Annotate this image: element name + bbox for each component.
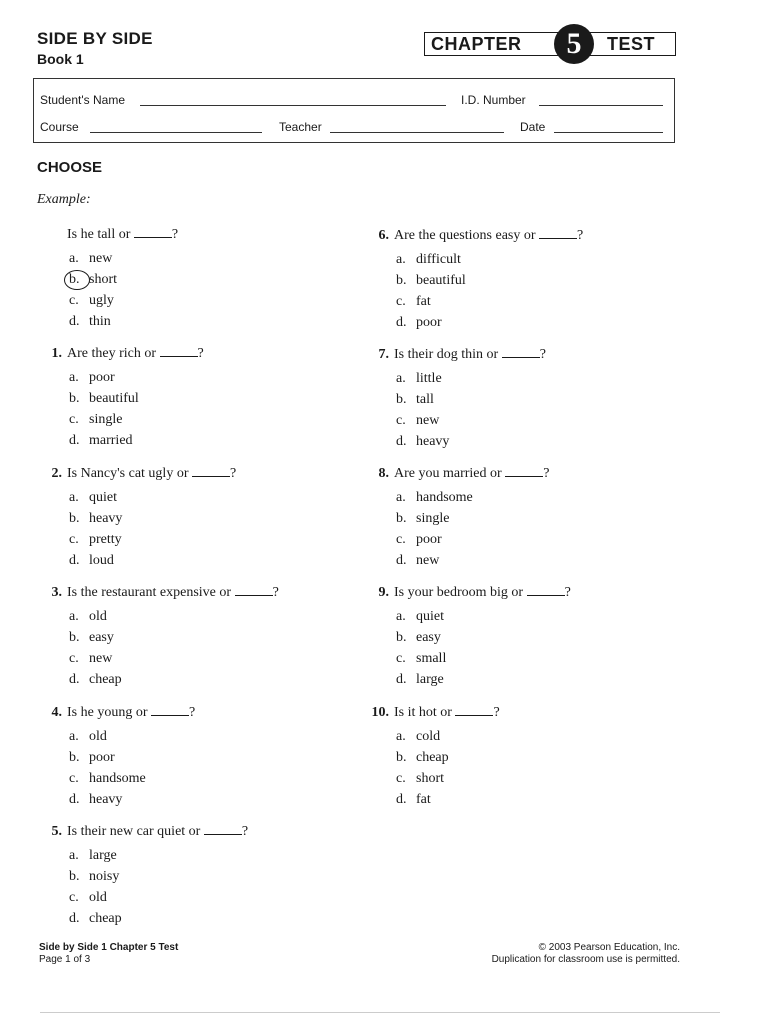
question-stem: Is he tall or ? <box>67 227 179 242</box>
option-letter: b. <box>396 392 407 407</box>
question-number: 4. <box>51 705 62 720</box>
option-letter: a. <box>396 252 406 267</box>
option-text: handsome <box>416 490 473 505</box>
question-number: 9. <box>378 585 389 600</box>
question-number: 1. <box>51 346 62 361</box>
option-c[interactable] <box>363 768 693 789</box>
id-number-field[interactable] <box>539 105 663 106</box>
question-text: Is the restaurant expensive or <box>67 585 232 600</box>
example-question <box>36 224 366 332</box>
option-c[interactable] <box>36 887 366 908</box>
option-text: easy <box>416 630 441 645</box>
section-title: CHOOSE <box>37 159 103 176</box>
option-text: little <box>416 371 442 386</box>
option-b-selected: b. short <box>36 269 366 290</box>
option-text: new <box>416 413 440 428</box>
question-text: Are you married or <box>394 466 502 481</box>
question-mark: ? <box>539 347 546 362</box>
option-letter: c. <box>69 651 79 666</box>
option-letter: a. <box>69 490 79 505</box>
option-text: beautiful <box>416 273 466 288</box>
question-number: 3. <box>51 585 62 600</box>
question-7 <box>363 344 693 452</box>
question-stem <box>36 821 366 842</box>
option-text: large <box>89 848 117 863</box>
book-title-block <box>37 29 153 67</box>
question-stem <box>36 463 366 484</box>
student-name-label: Student's Name <box>40 93 126 107</box>
option-d[interactable] <box>36 430 366 451</box>
answer-blank[interactable] <box>539 226 577 239</box>
option-letter: c. <box>69 532 79 547</box>
question-number: 5. <box>51 824 62 839</box>
option-c[interactable] <box>363 291 693 312</box>
option-text: old <box>89 890 107 905</box>
question-mark: ? <box>577 228 584 243</box>
option-letter: c. <box>396 532 406 547</box>
footer-page-number: Page 1 of 3 <box>39 954 91 965</box>
question-text: Is it hot or <box>394 705 452 720</box>
answer-blank[interactable] <box>151 703 189 716</box>
question-text: Is he young or <box>67 705 148 720</box>
question-stem <box>363 463 693 484</box>
question-stem <box>36 343 366 364</box>
question-text: Is Nancy's cat ugly or <box>67 466 189 481</box>
option-text: old <box>89 609 107 624</box>
option-letter: b. <box>396 511 407 526</box>
question-text: Is their new car quiet or <box>67 824 201 839</box>
option-text: new <box>416 553 440 568</box>
option-a[interactable] <box>363 487 693 508</box>
answer-blank[interactable] <box>160 344 198 357</box>
option-letter: b. <box>69 630 80 645</box>
question-number: 8. <box>378 466 389 481</box>
option-a[interactable] <box>363 726 693 747</box>
option-letter: d. <box>69 792 80 807</box>
option-letter: c. <box>396 294 406 309</box>
answer-blank[interactable] <box>204 822 242 835</box>
option-c[interactable] <box>363 410 693 431</box>
chapter-number-badge: 5 <box>554 24 594 64</box>
teacher-field[interactable] <box>330 132 504 133</box>
option-text: poor <box>416 315 442 330</box>
option-text: handsome <box>89 771 146 786</box>
option-letter: a. <box>396 371 406 386</box>
chapter-label: CHAPTER <box>431 34 522 54</box>
option-text: large <box>416 672 444 687</box>
question-stem <box>363 344 693 365</box>
question-mark: ? <box>230 466 237 481</box>
option-a[interactable] <box>36 487 366 508</box>
option-text: single <box>89 412 123 427</box>
option-letter: c. <box>69 412 79 427</box>
option-b[interactable] <box>36 747 366 768</box>
option-letter: b. <box>69 511 80 526</box>
option-c: c. ugly <box>69 293 114 308</box>
option-letter: a. <box>396 729 406 744</box>
question-text: Are the questions easy or <box>394 228 536 243</box>
question-mark: ? <box>493 705 500 720</box>
option-text: single <box>416 511 450 526</box>
option-text: cheap <box>416 750 449 765</box>
option-d[interactable] <box>36 669 366 690</box>
question-mark: ? <box>189 705 196 720</box>
option-text: short <box>416 771 444 786</box>
option-c[interactable] <box>36 409 366 430</box>
option-text: difficult <box>416 252 461 267</box>
option-letter: c. <box>396 413 406 428</box>
footer-right <box>492 942 680 966</box>
question-stem <box>36 582 366 603</box>
option-text: cold <box>416 729 441 744</box>
question-stem <box>363 582 693 603</box>
question-1 <box>36 343 366 451</box>
option-c[interactable] <box>36 768 366 789</box>
option-letter: d. <box>396 434 407 449</box>
option-c[interactable] <box>363 529 693 550</box>
question-mark: ? <box>564 585 571 600</box>
option-text: heavy <box>89 511 123 526</box>
question-mark: ? <box>272 585 279 600</box>
option-letter: d. <box>396 315 407 330</box>
option-letter: d. <box>69 553 80 568</box>
option-text: noisy <box>89 869 120 884</box>
option-letter: d. <box>69 672 80 687</box>
option-c[interactable] <box>363 648 693 669</box>
option-c[interactable] <box>36 648 366 669</box>
question-mark: ? <box>543 466 550 481</box>
option-letter: b. <box>396 630 407 645</box>
example-label: Example: <box>37 192 91 207</box>
option-text: married <box>89 433 133 448</box>
answer-blank[interactable] <box>235 583 273 596</box>
option-letter: c. <box>396 651 406 666</box>
option-letter: a. <box>396 609 406 624</box>
option-b[interactable] <box>36 866 366 887</box>
option-a[interactable] <box>363 606 693 627</box>
teacher-label: Teacher <box>279 120 322 134</box>
course-label: Course <box>40 120 79 134</box>
option-text: small <box>416 651 447 666</box>
question-8 <box>363 463 693 571</box>
option-b[interactable] <box>363 747 693 768</box>
chapter-test-banner <box>424 27 676 60</box>
option-a[interactable] <box>36 845 366 866</box>
option-text: heavy <box>89 792 123 807</box>
option-letter: a. <box>69 729 79 744</box>
option-letter: b. <box>396 273 407 288</box>
option-d[interactable] <box>363 312 693 333</box>
question-mark: ? <box>197 346 204 361</box>
book-number: Book 1 <box>37 51 84 67</box>
option-text: easy <box>89 630 114 645</box>
answer-blank[interactable] <box>527 583 565 596</box>
option-letter: d. <box>69 911 80 926</box>
option-a[interactable] <box>363 249 693 270</box>
option-letter: b. <box>69 391 80 406</box>
option-text: poor <box>89 750 115 765</box>
option-d[interactable] <box>36 908 366 929</box>
option-d[interactable] <box>363 789 693 810</box>
option-text: fat <box>416 294 431 309</box>
option-a[interactable] <box>36 606 366 627</box>
option-a[interactable] <box>36 367 366 388</box>
option-text: poor <box>89 370 115 385</box>
option-letter: c. <box>69 890 79 905</box>
option-letter: b. <box>69 750 80 765</box>
option-text: quiet <box>416 609 444 624</box>
question-4 <box>36 702 366 810</box>
option-d[interactable] <box>363 550 693 571</box>
answer-blank[interactable] <box>505 464 543 477</box>
student-info-box <box>33 78 675 143</box>
option-text: beautiful <box>89 391 139 406</box>
option-d[interactable] <box>363 431 693 452</box>
option-letter: a. <box>69 609 79 624</box>
option-text: heavy <box>416 434 450 449</box>
question-number: 6. <box>378 228 389 243</box>
footer-copyright: © 2003 Pearson Education, Inc. <box>538 942 680 953</box>
date-field[interactable] <box>554 132 663 133</box>
option-text: poor <box>416 532 442 547</box>
bottom-rule <box>40 1012 720 1013</box>
course-field[interactable] <box>90 132 262 133</box>
option-a[interactable] <box>363 368 693 389</box>
footer-permission: Duplication for classroom use is permitted. <box>491 954 680 965</box>
option-d[interactable] <box>363 669 693 690</box>
question-number: 7. <box>378 347 389 362</box>
footer-left <box>39 942 178 966</box>
option-b[interactable] <box>363 627 693 648</box>
question-2 <box>36 463 366 571</box>
question-mark: ? <box>241 824 249 839</box>
option-letter: d. <box>396 553 407 568</box>
option-text: pretty <box>89 532 122 547</box>
question-10 <box>363 702 693 810</box>
question-text: Are they rich or <box>67 346 157 361</box>
option-b[interactable] <box>36 627 366 648</box>
answer-blank[interactable] <box>192 464 230 477</box>
option-c[interactable] <box>36 529 366 550</box>
option-text: new <box>89 651 113 666</box>
option-letter: d. <box>396 792 407 807</box>
option-b[interactable] <box>363 270 693 291</box>
option-text: loud <box>89 553 114 568</box>
option-letter: d. <box>396 672 407 687</box>
option-letter: c. <box>396 771 406 786</box>
question-3 <box>36 582 366 690</box>
option-text: tall <box>416 392 434 407</box>
option-b[interactable] <box>36 388 366 409</box>
option-text: cheap <box>89 911 122 926</box>
footer-document-title: Side by Side 1 Chapter 5 Test <box>39 942 179 953</box>
option-d[interactable] <box>36 550 366 571</box>
answer-blank <box>134 225 172 238</box>
question-9 <box>363 582 693 690</box>
id-number-label: I.D. Number <box>461 93 526 107</box>
question-number: 2. <box>51 466 62 481</box>
option-text: quiet <box>89 490 117 505</box>
answer-blank[interactable] <box>502 345 540 358</box>
question-text: Is their dog thin or <box>394 347 499 362</box>
option-letter: a. <box>69 848 79 863</box>
option-letter: a. <box>396 490 406 505</box>
option-letter: d. <box>69 433 80 448</box>
question-text: Is your bedroom big or <box>394 585 524 600</box>
option-d[interactable] <box>36 789 366 810</box>
option-letter: b. <box>396 750 407 765</box>
series-title: SIDE BY SIDE <box>37 29 153 48</box>
option-a: a. new <box>69 251 113 266</box>
option-text: fat <box>416 792 431 807</box>
option-b[interactable] <box>363 508 693 529</box>
option-text: cheap <box>89 672 122 687</box>
student-name-field[interactable] <box>140 105 446 106</box>
test-label: TEST <box>607 34 656 54</box>
answer-blank[interactable] <box>455 703 493 716</box>
question-stem <box>363 702 693 723</box>
option-a[interactable] <box>36 726 366 747</box>
option-b[interactable] <box>36 508 366 529</box>
option-letter: b. <box>69 869 80 884</box>
option-d: d. thin <box>69 314 111 329</box>
question-5 <box>36 821 366 929</box>
option-b[interactable] <box>363 389 693 410</box>
option-letter: c. <box>69 771 79 786</box>
question-number: 10. <box>371 705 389 720</box>
question-stem <box>36 702 366 723</box>
option-text: old <box>89 729 107 744</box>
question-stem <box>363 225 693 246</box>
option-letter: a. <box>69 370 79 385</box>
date-label: Date <box>520 120 546 134</box>
question-6 <box>363 225 693 333</box>
